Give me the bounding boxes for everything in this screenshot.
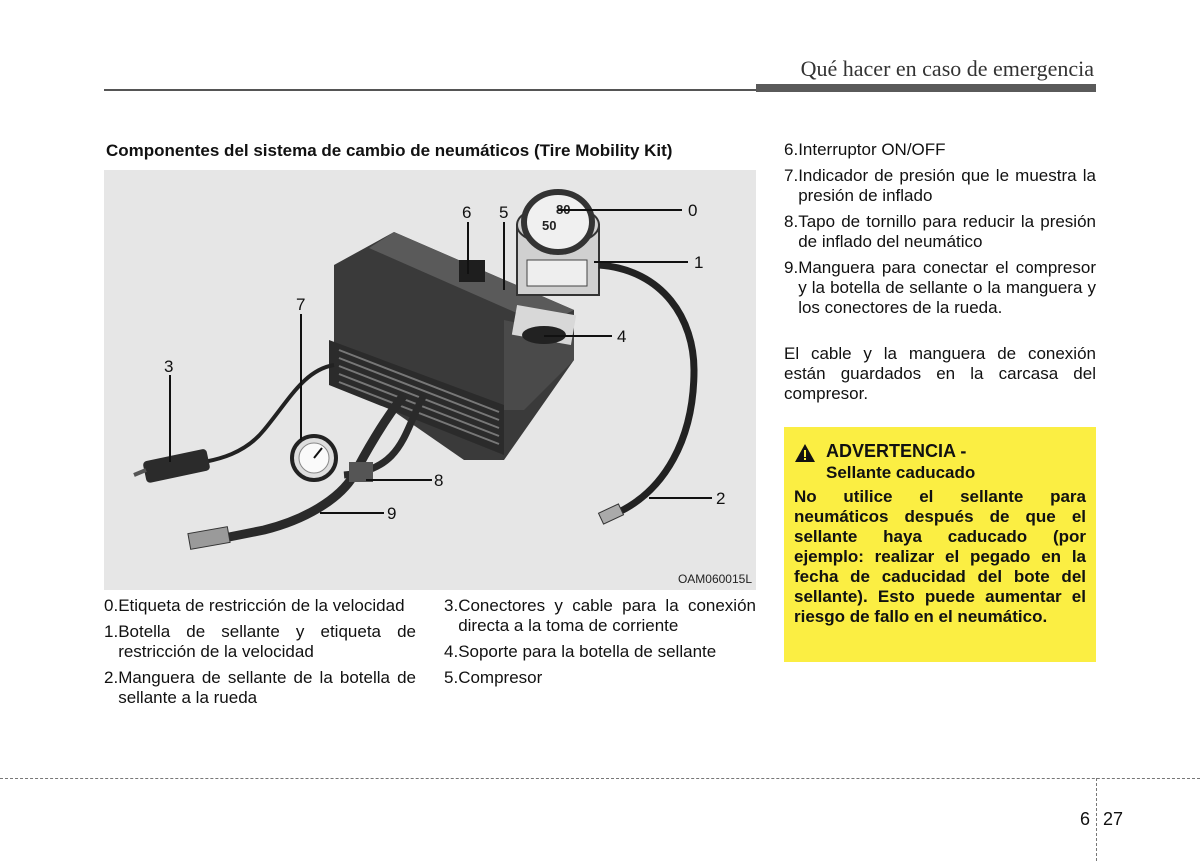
header-rule [104, 89, 758, 91]
callout-8: 8 [434, 471, 444, 490]
list-item [444, 642, 756, 662]
callout-3: 3 [164, 357, 174, 376]
sealant-hose [599, 265, 694, 512]
item-number: 9. [784, 258, 799, 277]
callout-2: 2 [716, 489, 726, 508]
item-number: 6. [784, 140, 799, 159]
item-text: Compresor [458, 668, 543, 687]
page-number: 27 [1103, 809, 1124, 829]
storage-note: El cable y la manguera de conexión están guardados en la carcasa del compresor. [784, 344, 1096, 403]
item-text: Soporte para la botella de sellante [458, 642, 717, 661]
figure-code: OAM060015L [677, 572, 752, 586]
warning-header [794, 441, 1086, 463]
item-number: 5. [444, 668, 459, 687]
chapter-number: 6 [1080, 809, 1091, 829]
list-item [444, 668, 756, 688]
gauge-mark-50: 50 [542, 218, 557, 233]
item-text: Etiqueta de restricción de la velocidad [118, 596, 405, 615]
warning-triangle-icon [794, 443, 816, 463]
components-list-middle [444, 596, 756, 694]
item-number: 3. [444, 596, 459, 615]
callout-6: 6 [462, 203, 472, 222]
tire-mobility-kit-illustration [104, 170, 756, 590]
page-header-title: Qué hacer en caso de emergencia [800, 56, 1094, 81]
callout-1: 1 [694, 253, 704, 272]
components-list-left [104, 596, 416, 714]
item-number: 2. [104, 668, 119, 687]
list-item [444, 596, 756, 636]
callout-0: 0 [688, 201, 698, 220]
callout-7: 7 [296, 295, 306, 314]
power-plug [142, 448, 210, 483]
warning-subtitle: Sellante caducado [826, 463, 976, 482]
item-number: 0. [104, 596, 119, 615]
item-number: 8. [784, 212, 799, 231]
callout-4: 4 [617, 327, 627, 346]
list-item [784, 166, 1096, 206]
list-item [104, 596, 416, 616]
item-text: Conectores y cable para la conexión directa a la toma de corriente [458, 596, 756, 635]
warning-title: ADVERTENCIA - [826, 441, 967, 461]
figure-title: Componentes del sistema de cambio de neumáticos (Tire Mobility Kit) [106, 141, 673, 160]
warning-box [784, 427, 1096, 662]
warning-body: No utilice el sellante para neumáticos después de que el sellante haya caducado (por ejemplo: realizar el pegado en la fecha de caducidad del bote del sellante). Esto puede aumentar el riesgo de fallo en el neumático. [794, 487, 1086, 626]
item-text: Interruptor ON/OFF [798, 140, 946, 159]
on-off-switch [459, 260, 485, 282]
header-rule-thick [756, 84, 1096, 92]
item-text: Tapo de tornillo para reducir la presión de inflado del neumático [798, 212, 1096, 251]
item-text: Manguera de sellante de la botella de sellante a la rueda [118, 668, 416, 707]
list-item [104, 668, 416, 708]
item-number: 1. [104, 622, 119, 641]
gauge-mark-80: 80 [556, 202, 571, 217]
list-item [784, 258, 1096, 318]
list-item [784, 140, 1096, 160]
item-number: 7. [784, 166, 799, 185]
list-item [784, 212, 1096, 252]
item-number: 4. [444, 642, 459, 661]
wheel-connector [188, 527, 230, 550]
components-list-right [784, 140, 1096, 324]
item-text: Botella de sellante y etiqueta de restricción de la velocidad [118, 622, 416, 661]
callout-5: 5 [499, 203, 509, 222]
speed-restriction-label [524, 192, 592, 252]
item-text: Manguera para conectar el compresor y la botella de sellante o la manguera y los conectores de la rueda. [798, 258, 1096, 317]
figure [104, 170, 756, 590]
footer-page-divider [1096, 778, 1097, 861]
list-item [104, 622, 416, 662]
item-text: Indicador de presión que le muestra la presión de inflado [798, 166, 1096, 205]
footer-divider [0, 778, 1200, 779]
callout-9: 9 [387, 504, 397, 523]
